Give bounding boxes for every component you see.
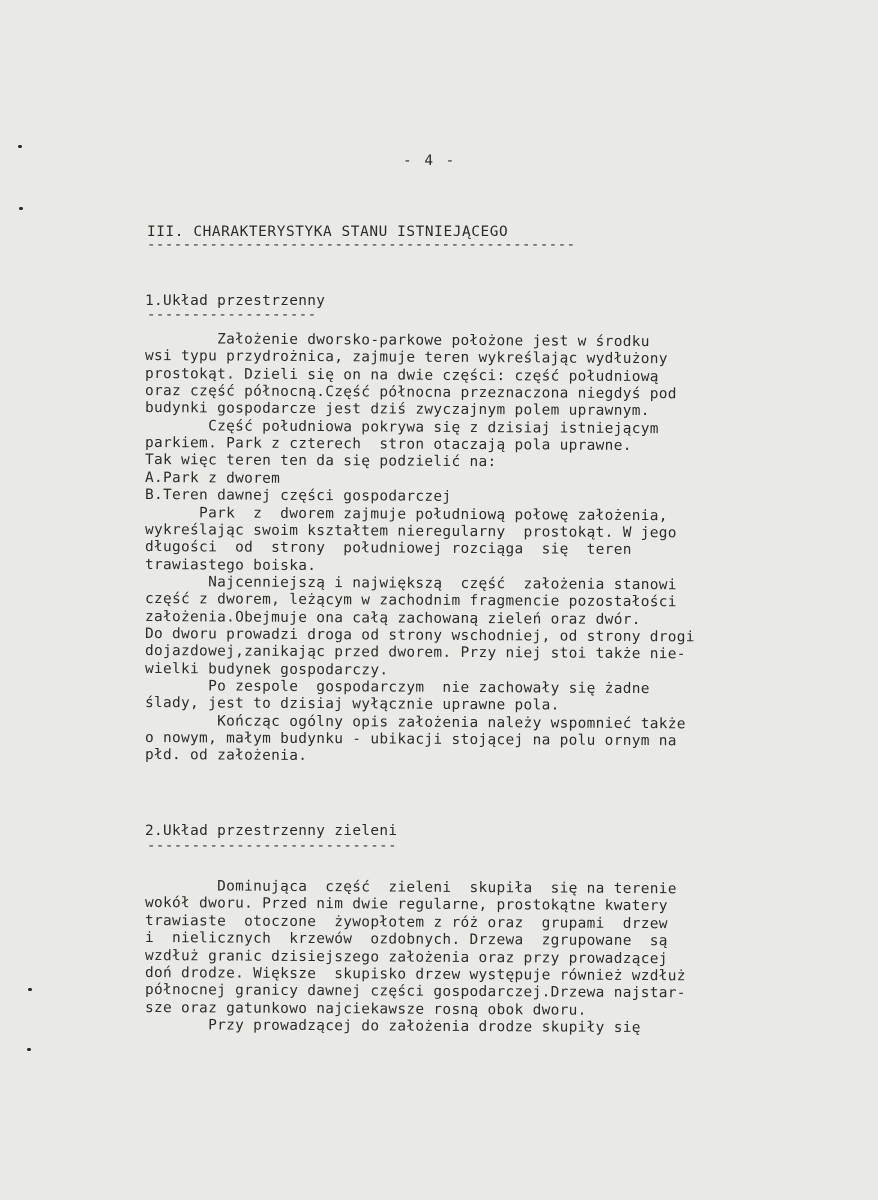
scan-speck bbox=[27, 1048, 31, 1051]
text-line: wykreślając swoim kształtem nieregularny prostokąt. W jego bbox=[144, 521, 677, 542]
text-line: Przy prowadzącej do założenia drodze skupiły się bbox=[144, 1017, 641, 1037]
text-line: część z dworem, leżącym w zachodnim fragmencie pozostałości bbox=[144, 591, 677, 611]
text-line: doń drodze. Większe skupisko drzew występuje również wzdłuż bbox=[144, 965, 686, 985]
text-line: prostokąt. Dzieli się on na dwie części: część południową bbox=[144, 365, 659, 385]
text-line: płd. od założenia. bbox=[144, 747, 308, 765]
text-line: długości od strony południowej rozciąga się teren bbox=[144, 539, 632, 559]
section-1-title: 1.Układ przestrzenny bbox=[145, 293, 326, 309]
text-line: Kończąc ogólny opis założenia należy wspomnieć także bbox=[144, 712, 686, 732]
page-number: - 4 - bbox=[403, 153, 457, 169]
text-line: o nowym, małym budynku - ubikacji stojącej na polu ornym na bbox=[144, 730, 677, 750]
text-line: parkiem. Park z czterech stron otaczają pola uprawne. bbox=[144, 435, 632, 455]
text-line: i nielicznych krzewów ozdobnych. Drzewa zgrupowane są bbox=[144, 930, 668, 950]
text-line: Park z dworem zajmuje południową połowę założenia, bbox=[144, 504, 668, 524]
scan-speck bbox=[18, 145, 22, 148]
text-line: wzdłuż granic dzisiejszego założenia oraz przy prowadzącej bbox=[144, 947, 668, 967]
text-line: wsi typu przydrożnica, zajmuje teren wykreślając wydłużony bbox=[144, 348, 668, 368]
text-line: Dominująca część zieleni skupiła się na terenie bbox=[144, 878, 677, 898]
text-line: wielki budynek gospodarczy. bbox=[144, 660, 389, 679]
text-line: założenia.Obejmuje ona całą zachowaną zieleń oraz dwór. bbox=[144, 608, 641, 628]
text-line: B.Teren dawnej części gospodarczej bbox=[144, 487, 452, 506]
chapter-title-underline: ------------------------------------------------ bbox=[147, 237, 576, 253]
text-line: Najcenniejszą i największą część założenia stanowi bbox=[144, 573, 677, 594]
text-line: wokół dworu. Przed nim dwie regularne, prostokątne kwatery bbox=[144, 895, 668, 915]
text-line: Tak więc teren ten da się podzielić na: bbox=[144, 452, 497, 471]
chapter-title: III. CHARAKTERYSTYKA STANU ISTNIEJĄCEGO bbox=[147, 224, 509, 240]
text-line: północnej granicy dawnej części gospodarczej.Drzewa najstar- bbox=[144, 982, 686, 1002]
scan-speck bbox=[28, 988, 32, 991]
text-line: Założenie dworsko-parkowe położone jest w środku bbox=[144, 331, 650, 351]
text-line: dojazdowej,zanikając przed dworem. Przy niej stoi także nie- bbox=[144, 643, 686, 663]
section-2-title: 2.Układ przestrzenny zieleni bbox=[145, 823, 398, 839]
text-line: A.Park z dworem bbox=[144, 469, 281, 487]
section-1-underline: ------------------- bbox=[147, 307, 317, 323]
text-line: Część południowa pokrywa się z dzisiaj istniejącym bbox=[144, 417, 659, 437]
text-line: sze oraz gatunkowo najciekawsze rosną obok dworu. bbox=[144, 999, 587, 1019]
text-line: ślady, jest to dzisiaj wyłącznie uprawne pola. bbox=[144, 695, 560, 714]
text-line: oraz część północną.Część północna przeznaczona niegdyś pod bbox=[144, 383, 677, 403]
text-line: Po zespole gospodarczym nie zachowały się żadne bbox=[144, 678, 650, 698]
text-line: Do dworu prowadzi droga od strony wschodniej, od strony drogi bbox=[144, 625, 695, 646]
section-2-underline: ---------------------------- bbox=[147, 838, 398, 854]
text-line: trawiaste otoczone żywopłotem z róż oraz grupami drzew bbox=[144, 912, 668, 932]
scan-speck bbox=[19, 207, 23, 210]
text-line: trawiastego boiska. bbox=[144, 556, 317, 574]
text-line: budynki gospodarcze jest dziś zwyczajnym polem uprawnym. bbox=[144, 400, 650, 420]
